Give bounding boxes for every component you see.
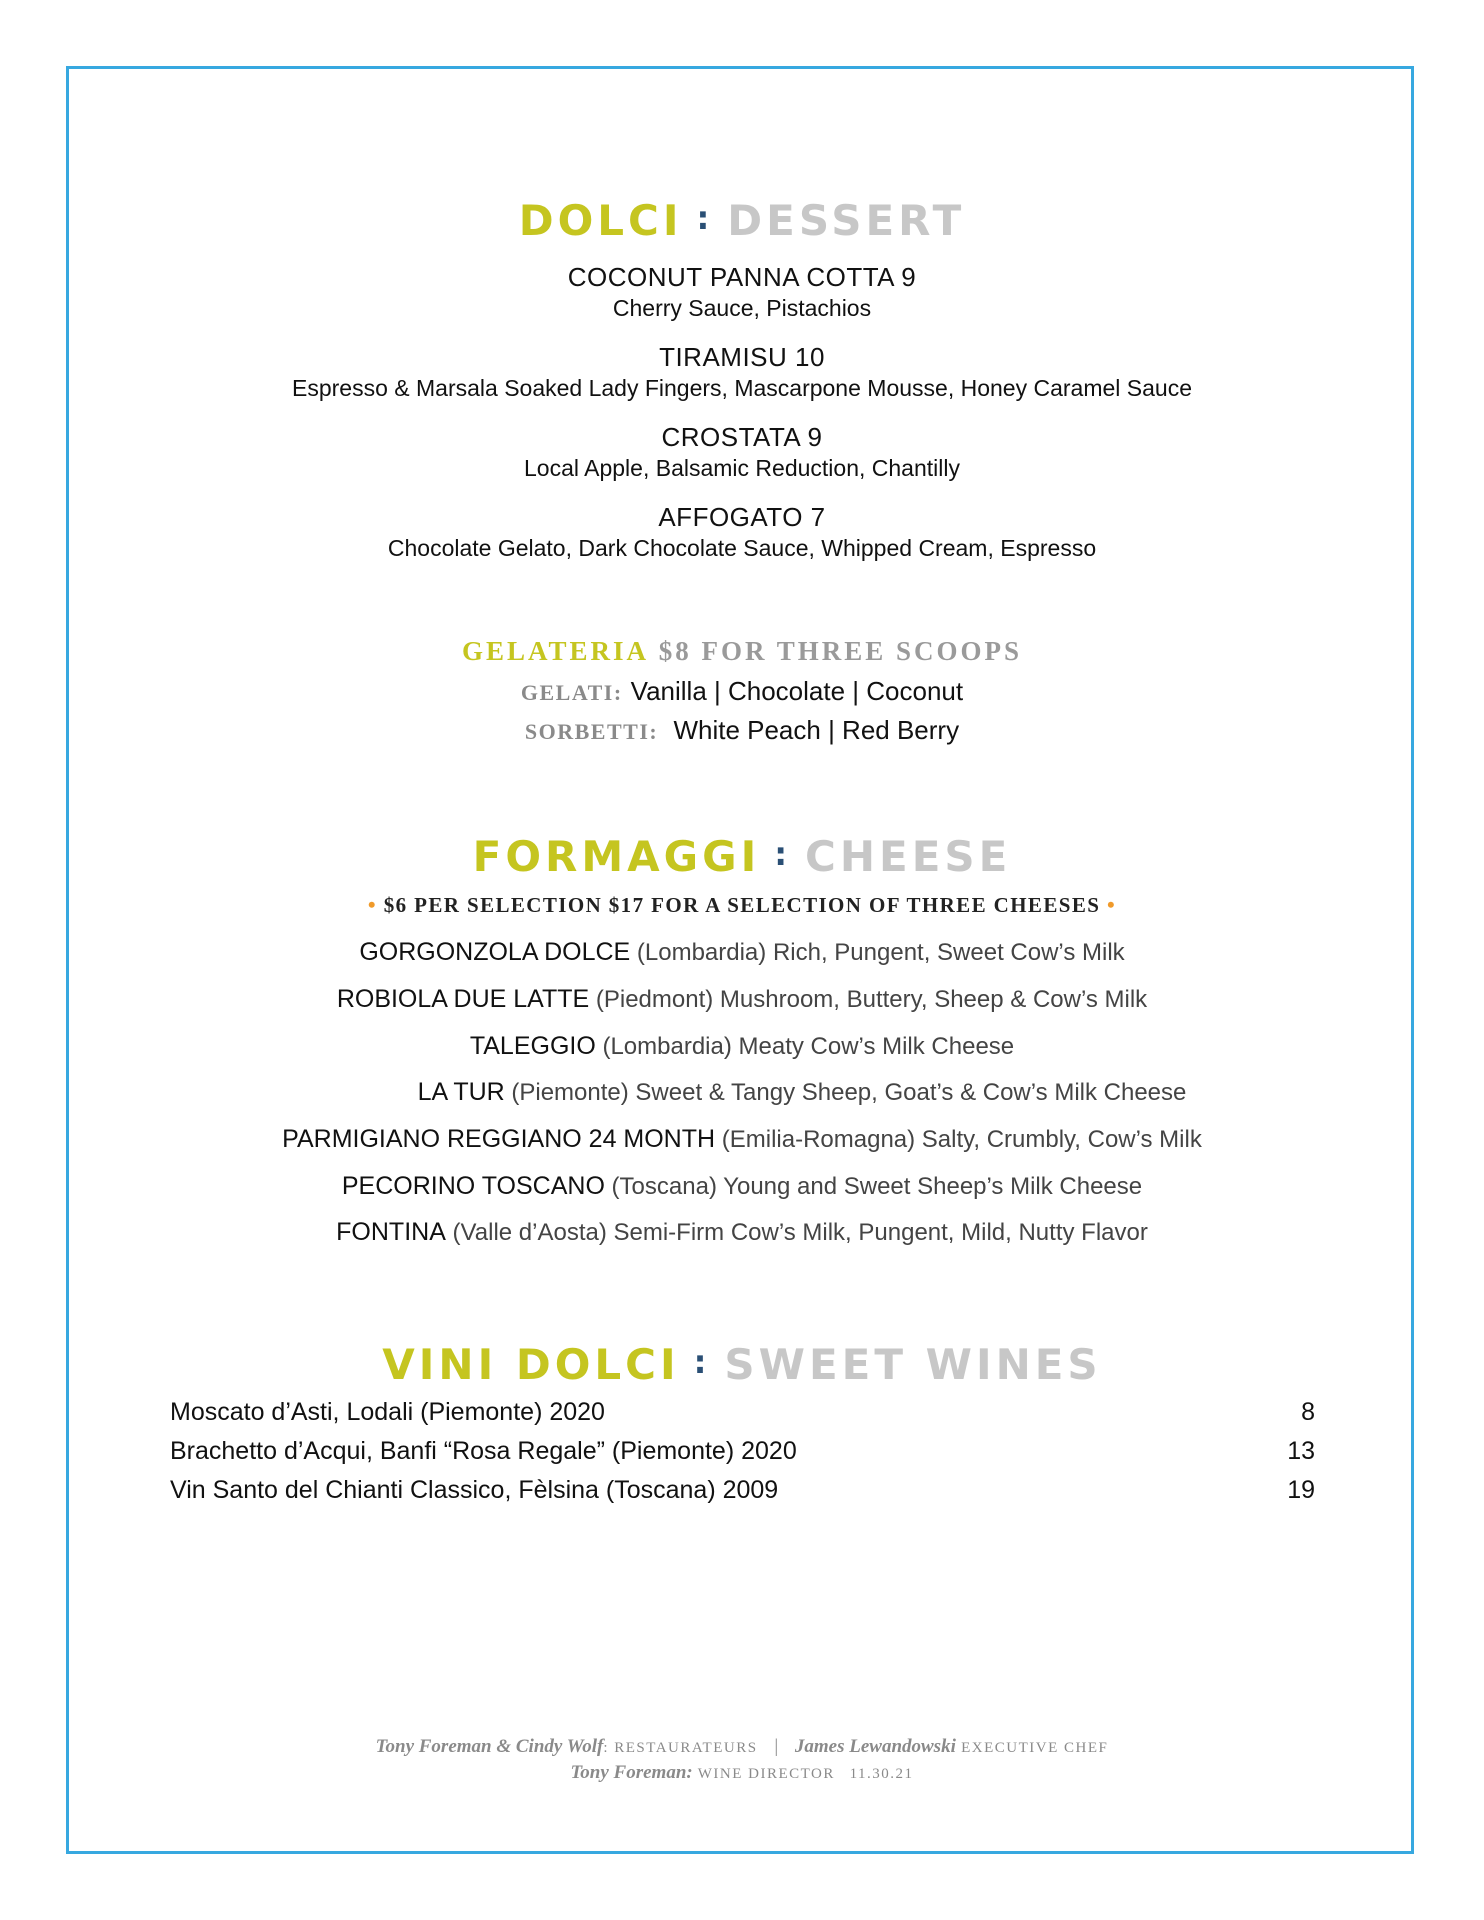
wine-price: 19 xyxy=(1287,1476,1315,1504)
cheese-item-desc: (Lombardia) Rich, Pungent, Sweet Cow’s Milk xyxy=(630,939,1125,966)
cheese-item-desc: (Piemonte) Sweet & Tangy Sheep, Goat’s & Cow’s Milk Cheese xyxy=(504,1079,1187,1106)
footer-owners: Tony Foreman & Cindy Wolf xyxy=(375,1736,604,1757)
cheese-item-name: FONTINA xyxy=(336,1218,446,1246)
cheese-item-desc: (Valle d’Aosta) Semi-Firm Cow’s Milk, Pungent, Mild, Nutty Flavor xyxy=(445,1219,1148,1246)
dessert-title-it: DOLCI xyxy=(518,196,683,245)
wine-name: Vin Santo del Chianti Classico, Fèlsina (Toscana) 2009 xyxy=(170,1476,779,1504)
wine-price: 8 xyxy=(1301,1398,1315,1426)
cheese-title-it: FORMAGGI xyxy=(472,832,761,881)
cheese-item-name: TALEGGIO xyxy=(469,1032,596,1060)
dessert-item-name: TIRAMISU 10 xyxy=(659,342,825,372)
dessert-item-desc: Chocolate Gelato, Dark Chocolate Sauce, Whipped Cream, Espresso xyxy=(387,535,1097,561)
dessert-heading xyxy=(0,196,1484,245)
footer-divider: | xyxy=(774,1736,779,1757)
footer-wine-director xyxy=(0,1762,1484,1784)
cheese-item xyxy=(0,1032,1484,1061)
bullet-icon: • xyxy=(367,892,378,917)
gelati-label: GELATI: xyxy=(520,680,623,705)
footer-owners-role: : RESTAURATEURS xyxy=(603,1740,758,1756)
cheese-item-name: LA TUR xyxy=(417,1078,505,1106)
cheese-title-en: CHEESE xyxy=(805,832,1012,881)
cheese-item-name: PARMIGIANO REGGIANO 24 MONTH xyxy=(282,1125,716,1153)
wines-heading xyxy=(0,1340,1484,1389)
gelati-line xyxy=(0,676,1484,707)
sorbetti-items: White Peach | Red Berry xyxy=(666,715,960,745)
footer-credits xyxy=(0,1736,1484,1758)
dessert-item xyxy=(0,262,1484,322)
cheese-separator: : xyxy=(774,835,792,873)
cheese-item-name: PECORINO TOSCANO xyxy=(341,1172,605,1200)
wines-separator: : xyxy=(693,1343,711,1381)
cheese-pricing xyxy=(0,892,1484,918)
gelati-items: Vanilla | Chocolate | Coconut xyxy=(630,676,964,706)
cheese-pricing-text: $6 PER SELECTION $17 FOR A SELECTION OF THREE CHEESES xyxy=(383,893,1101,917)
cheese-item xyxy=(0,1172,1484,1201)
dessert-title-en: DESSERT xyxy=(727,196,966,245)
dessert-item xyxy=(0,342,1484,402)
gelateria-heading xyxy=(0,636,1484,667)
cheese-item-desc: (Emilia-Romagna) Salty, Crumbly, Cow’s Milk xyxy=(715,1126,1202,1153)
cheese-item xyxy=(0,985,1484,1014)
wine-name: Moscato d’Asti, Lodali (Piemonte) 2020 xyxy=(170,1398,605,1426)
dessert-item-name: COCONUT PANNA COTTA 9 xyxy=(567,262,917,292)
bullet-icon: • xyxy=(1106,892,1117,917)
footer-chef: James Lewandowski xyxy=(794,1736,956,1757)
cheese-item xyxy=(0,1125,1484,1154)
dessert-item xyxy=(0,422,1484,482)
cheese-item-desc: (Lombardia) Meaty Cow’s Milk Cheese xyxy=(595,1033,1015,1060)
cheese-item xyxy=(0,1218,1484,1247)
cheese-item-name: ROBIOLA DUE LATTE xyxy=(336,985,590,1013)
cheese-heading xyxy=(0,832,1484,881)
footer-chef-role: EXECUTIVE CHEF xyxy=(955,1740,1109,1756)
footer-wine-director-role: WINE DIRECTOR xyxy=(692,1766,835,1782)
wine-name: Brachetto d’Acqui, Banfi “Rosa Regale” (Piemonte) 2020 xyxy=(170,1437,797,1465)
footer-date: 11.30.21 xyxy=(849,1766,914,1782)
wine-price: 13 xyxy=(1287,1437,1315,1465)
dessert-separator: : xyxy=(696,199,714,237)
dessert-item xyxy=(0,502,1484,562)
dessert-item-desc: Local Apple, Balsamic Reduction, Chantilly xyxy=(524,455,960,481)
sorbetti-line xyxy=(0,715,1484,746)
cheese-item-desc: (Toscana) Young and Sweet Sheep’s Milk Cheese xyxy=(604,1173,1143,1200)
dessert-item-desc: Cherry Sauce, Pistachios xyxy=(612,295,872,321)
wines-title-en: SWEET WINES xyxy=(724,1340,1102,1389)
cheese-item xyxy=(60,1078,1484,1107)
dessert-item-desc: Espresso & Marsala Soaked Lady Fingers, Mascarpone Mousse, Honey Caramel Sauce xyxy=(292,375,1192,401)
dessert-item-name: CROSTATA 9 xyxy=(661,422,823,452)
cheese-item-desc: (Piedmont) Mushroom, Buttery, Sheep & Cow’s Milk xyxy=(589,986,1148,1013)
cheese-item-name: GORGONZOLA DOLCE xyxy=(359,938,631,966)
gelateria-title: GELATERIA xyxy=(461,636,649,666)
gelateria-subtitle: $8 FOR THREE SCOOPS xyxy=(658,636,1023,666)
dessert-item-name: AFFOGATO 7 xyxy=(658,502,826,532)
wines-title-it: VINI DOLCI xyxy=(382,1340,680,1389)
cheese-item xyxy=(0,938,1484,967)
footer-wine-director-name: Tony Foreman: xyxy=(570,1762,693,1783)
sorbetti-label: SORBETTI: xyxy=(524,719,659,744)
